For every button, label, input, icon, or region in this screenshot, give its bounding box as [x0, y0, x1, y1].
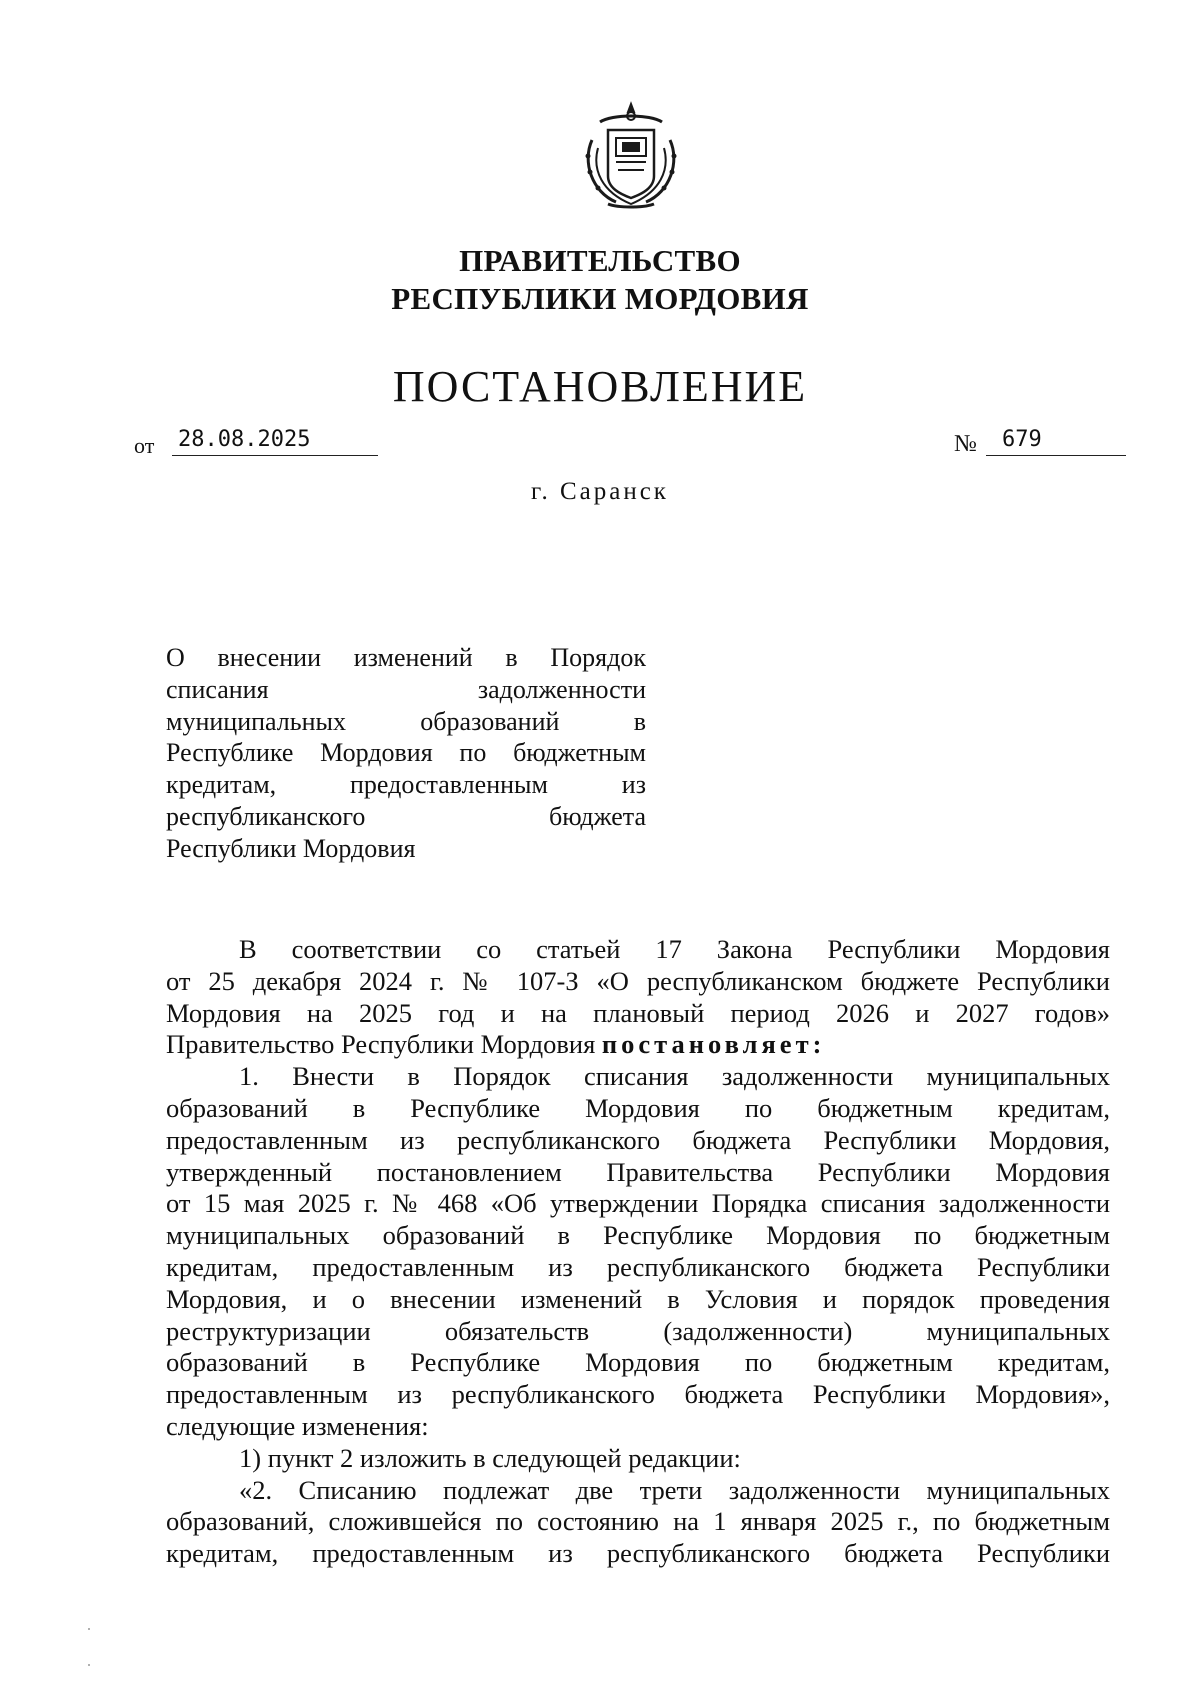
body-line: следующие изменения: [166, 1410, 429, 1441]
body-line: утвержденный постановлением Правительства Республики Мордовия [166, 1156, 1110, 1187]
body-line: кредитам, предоставленным из республиканского бюджета Республики [166, 1251, 1110, 1282]
subject-line: кредитам, предоставленным из [166, 770, 646, 800]
document-number: 679 [986, 425, 1126, 456]
city-name: г. Саранск [531, 478, 669, 505]
document-body [166, 934, 1110, 1570]
body-line: предоставленным из республиканского бюджета Республики Мордовия», [166, 1379, 1110, 1410]
body-line: реструктуризации обязательств (задолженности) муниципальных [166, 1315, 1110, 1346]
organization-name-line2: РЕСПУБЛИКИ МОРДОВИЯ [391, 281, 809, 316]
body-line: образований в Республике Мордовия по бюджетным кредитам, [166, 1347, 1110, 1378]
body-line: образований, сложившейся по состоянию на 1 января 2025 г., по бюджетным [166, 1506, 1110, 1537]
body-line: «2. Списанию подлежат две трети задолженности муниципальных [239, 1474, 1110, 1505]
body-line: от 15 мая 2025 г. № 468 «Об утверждении Порядка списания задолженности [166, 1188, 1110, 1219]
organization-name-line1: ПРАВИТЕЛЬСТВО [459, 243, 741, 278]
body-line: от 25 декабря 2024 г. № 107-З «О республиканском бюджете Республики [166, 965, 1110, 996]
number-label: № [954, 431, 977, 457]
body-line: Мордовия, и о внесении изменений в Условия и порядок проведения [166, 1283, 1110, 1314]
document-subject [166, 642, 646, 865]
subject-line: О внесении изменений в Порядок [166, 643, 646, 672]
subject-line: Республике Мордовия по бюджетным [166, 738, 646, 768]
body-line: В соответствии со статьей 17 Закона Республики Мордовия [239, 934, 1110, 964]
subject-line: Республики Мордовия [166, 833, 416, 863]
scan-speck [88, 1628, 90, 1630]
scan-speck [88, 1664, 90, 1666]
body-line-text: Правительство Республики Мордовия [166, 1029, 596, 1060]
body-line: Мордовия на 2025 год и на плановый период 2026 и 2027 годов» [166, 997, 1110, 1028]
decree-word: постановляет: [601, 1029, 826, 1060]
date-label: от [134, 433, 155, 458]
document-type-title: ПОСТАНОВЛЕНИЕ [392, 362, 808, 411]
body-line: кредитам, предоставленным из республиканского бюджета Республики [166, 1538, 1110, 1569]
coat-of-arms-emblem [578, 100, 684, 212]
subject-line: муниципальных образований в [166, 706, 646, 736]
subject-line: республиканского бюджета [166, 801, 646, 831]
body-line: 1. Внести в Порядок списания задолженности муниципальных [239, 1061, 1110, 1092]
body-line: образований в Республике Мордовия по бюджетным кредитам, [166, 1092, 1110, 1123]
subject-line: списания задолженности [166, 674, 646, 704]
body-line-decree [166, 1029, 1110, 1061]
document-date: 28.08.2025 [172, 425, 378, 456]
body-line: 1) пункт 2 изложить в следующей редакции: [239, 1442, 741, 1473]
body-line: предоставленным из республиканского бюджета Республики Мордовия, [166, 1124, 1110, 1155]
body-line: муниципальных образований в Республике Мордовия по бюджетным [166, 1220, 1110, 1251]
